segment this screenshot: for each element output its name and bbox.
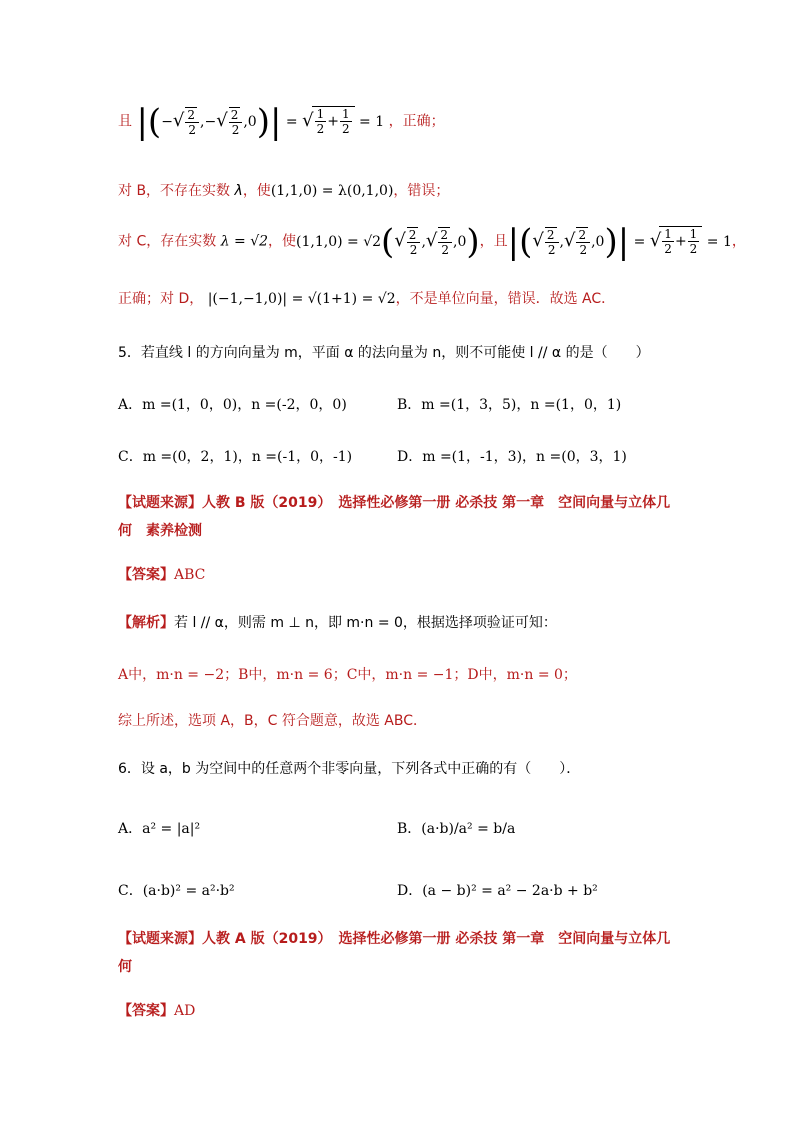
q5-check-line: A中，m·n = −2；B中，m·n = 6；C中，m·n = −1；D中，m·n = 0； <box>118 667 577 683</box>
q6-option-a: A．a² = |a|² <box>118 821 201 837</box>
prev-line-d-eq: |(−1,−1,0)| = √(1+1) = √2 <box>207 291 396 307</box>
prev-line-d <box>118 288 615 308</box>
q6-option-c: C．(a·b)² = a²·b² <box>118 883 235 899</box>
q5-answer-value: ABC <box>174 567 206 583</box>
prev-line-1-tail: ，正确； <box>388 113 445 130</box>
q6-source-text: 人教 A 版（2019） 选择性必修第一册 必杀技 第一章 空间向量与立体几 <box>202 931 671 947</box>
q5-source-label: 【试题来源】 <box>118 495 202 511</box>
q5-analysis-label: 【解析】 <box>118 615 174 631</box>
q5-answer-label: 【答案】 <box>118 567 174 583</box>
prev-line-b-eq: (1,1,0) = λ(0,1,0) <box>270 183 394 199</box>
prev-line-b-a: 对 B，不存在实数 <box>118 183 231 199</box>
q5-analysis <box>118 612 557 632</box>
math-c-equation: (1,1,0) = √2(√ $\frac{2}{2}$ ,√ $\frac{2}{2}$ ,0) <box>296 221 480 262</box>
q5-option-b: B．m =(1，3，5)，n =(1，0，1) <box>397 397 622 413</box>
prev-line-b <box>118 180 449 200</box>
q5-analysis-text: 若 l // α，则需 m ⊥ n，即 m·n = 0，根据选择项验证可知： <box>174 615 557 631</box>
prev-line-c-d: ， <box>731 233 746 250</box>
prev-line-d-b: ，不是单位向量，错误．故选 AC． <box>395 291 616 307</box>
prev-line-c <box>118 221 746 262</box>
q5-stem: 5．若直线 l 的方向向量为 m，平面 α 的法向量为 n，则不可能使 l // α 的是（ ） <box>118 345 650 361</box>
q6-answer <box>118 1000 195 1020</box>
q5-source-line-2: 何 素养检测 <box>118 523 202 539</box>
q5-option-c: C．m =(0，2，1)，n =(-1，0，-1) <box>118 449 353 465</box>
q6-source-line-2: 何 <box>118 959 132 975</box>
q6-answer-value: AD <box>174 1003 196 1019</box>
prev-line-c-lambda: λ = √2 <box>220 233 269 250</box>
q5-answer <box>118 564 205 584</box>
q5-option-d: D．m =(1，-1，3)，n =(0，3，1) <box>397 449 627 465</box>
prev-line-b-lambda: λ <box>234 183 243 199</box>
prev-line-c-c: ，且 <box>479 233 508 250</box>
q6-option-d: D．(a − b)² = a² − 2a·b + b² <box>397 883 598 899</box>
q6-source-label: 【试题来源】 <box>118 931 202 947</box>
math-norm-expression: |(−√ $\frac{2}{2}$ ,−√ $\frac{2}{2}$ ,0)| = √ $\frac{1}{2}$ + $\frac{1}{2}$ = 1 <box>136 101 389 142</box>
q6-source <box>118 928 670 948</box>
prev-line-1 <box>118 101 445 142</box>
q5-option-a: A．m =(1，0，0)，n =(-2，0，0) <box>118 397 347 413</box>
q6-stem: 6．设 a，b 为空间中的任意两个非零向量，下列各式中正确的有（ ）． <box>118 761 581 777</box>
prev-line-b-b: ，使 <box>242 183 271 199</box>
q6-answer-label: 【答案】 <box>118 1003 174 1019</box>
prev-line-d-a: 正确；对 D， <box>118 291 204 307</box>
q5-conclusion: 综上所述，选项 A，B，C 符合题意，故选 ABC． <box>118 713 428 729</box>
prev-line-c-b: ，使 <box>268 233 297 250</box>
q6-option-b: B．(a·b)/a² = b/a <box>397 821 516 837</box>
q5-source-text: 人教 B 版（2019） 选择性必修第一册 必杀技 第一章 空间向量与立体几 <box>202 495 671 511</box>
prev-line-1-prefix: 且 <box>118 113 132 130</box>
prev-line-c-a: 对 C，存在实数 <box>118 233 217 250</box>
q5-source <box>118 492 670 512</box>
math-c-norm: |(√ $\frac{2}{2}$ ,√ $\frac{2}{2}$ ,0)| = √ $\frac{1}{2}$ + $\frac{1}{2}$ = 1 <box>507 221 732 262</box>
prev-line-b-c: ，错误； <box>393 183 450 199</box>
